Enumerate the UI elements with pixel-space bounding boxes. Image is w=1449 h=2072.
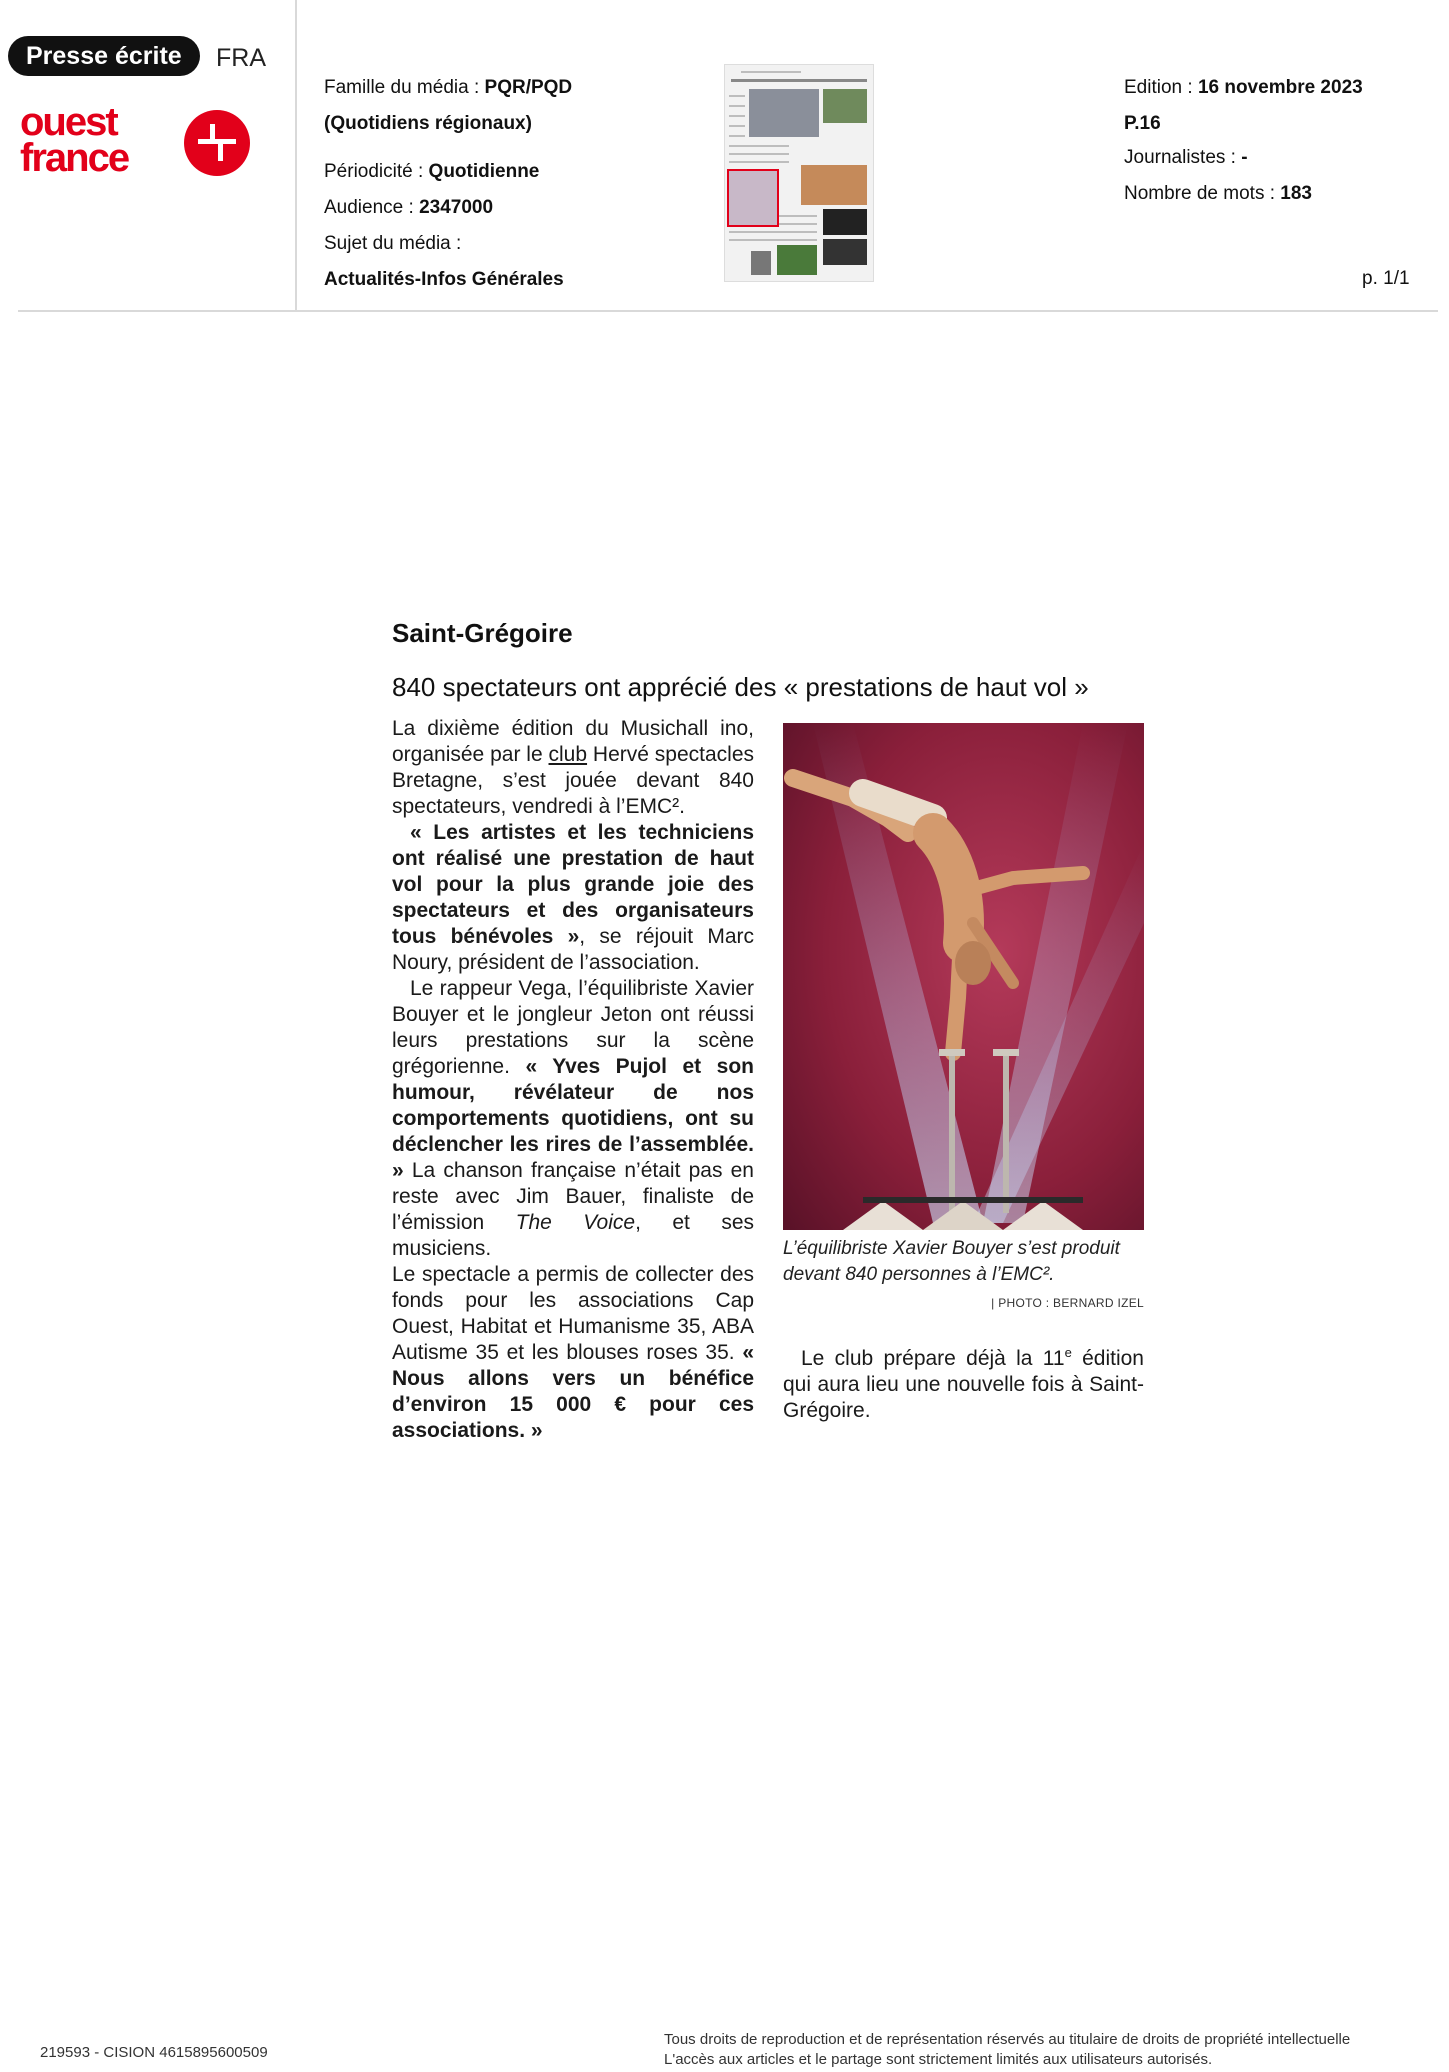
ouest-france-logo <box>20 100 258 180</box>
logo-symbol-icon <box>184 110 250 176</box>
audience-label: Audience : <box>324 197 420 218</box>
page-thumbnail[interactable] <box>724 64 874 282</box>
meta-famille-detail <box>324 112 532 136</box>
article-headline: 840 spectateurs ont apprécié des « prestations de haut vol » <box>392 672 1089 702</box>
article-paragraph-2: « Les artistes et les techniciens ont réalisé une prestation de haut vol pour la plus grande joie des spectateurs et des organisateurs tous bénévoles », se réjouit Marc Noury, président de l’association. <box>392 821 754 974</box>
article-photo[interactable] <box>783 723 1144 1230</box>
meta-journalistes <box>1124 146 1248 170</box>
article-paragraph-5: Le club prépare déjà la 11e édition qui aura lieu une nouvelle fois à Saint-Grégoire. <box>783 1345 1144 1422</box>
meta-sujet-value <box>324 268 564 292</box>
meta-audience <box>324 196 493 220</box>
mots-value: 183 <box>1280 183 1312 204</box>
meta-sujet-label <box>324 232 461 256</box>
journalistes-label: Journalistes : <box>1124 147 1242 168</box>
club-link[interactable]: club <box>548 743 588 766</box>
article-paragraph-3: Le rappeur Vega, l’équilibriste Xavier Bouyer et le jongleur Jeton ont réussi leurs prestations sur la scène grégorienne. « Yves Pujol et son humour, révélateur de nos comportements quotidiens, ont su déclencher les rires de l’assemblée. » La chanson française n’était pas en reste avec Jim Bauer, finaliste de l’émission The Voice, et ses musiciens. <box>392 977 755 1260</box>
meta-famille <box>324 76 572 100</box>
footer-rights-line-1: Tous droits de reproduction et de représentation réservés au titulaire de droits de propriété intellectuelle <box>664 2031 1351 2048</box>
page-count: p. 1/1 <box>1362 268 1410 289</box>
edition-label: Edition : <box>1124 77 1198 98</box>
famille-label: Famille du média : <box>324 77 485 98</box>
photo-credit: | PHOTO : BERNARD IZEL <box>991 1296 1144 1310</box>
famille-value: PQR/PQD <box>484 77 573 98</box>
article-column-1 <box>392 716 754 1444</box>
header-horizontal-divider <box>18 310 1438 312</box>
article-column-2 <box>783 1340 1144 1424</box>
header-vertical-divider <box>295 0 297 310</box>
edition-value: 16 novembre 2023 <box>1197 77 1363 98</box>
mots-label: Nombre de mots : <box>1124 183 1281 204</box>
audience-value: 2347000 <box>419 197 494 218</box>
famille-value-2: (Quotidiens régionaux) <box>324 113 532 134</box>
logo-line-1: ouest <box>20 100 117 144</box>
article-paragraph-4: Le spectacle a permis de collecter des fonds pour les associations Cap Ouest, Habitat et Humanisme 35, ABA Autisme 35 et les blouses roses 35. « Nous allons vers un bénéfice d’environ 15 000 € pour ces associations. » <box>392 1263 754 1442</box>
sujet-label: Sujet du média : <box>324 233 462 254</box>
page-value: P.16 <box>1124 113 1161 134</box>
footer-document-id: 219593 - CISION 4615895600509 <box>40 2044 268 2061</box>
logo-line-2: france <box>20 136 129 180</box>
footer-rights-line-2: L'accès aux articles et le partage sont strictement limités aux utilisateurs autorisés. <box>664 2051 1213 2068</box>
media-type-badge: Presse écrite <box>8 36 200 76</box>
meta-periodicite <box>324 160 539 184</box>
meta-mots <box>1124 182 1312 206</box>
article-section-title: Saint-Grégoire <box>392 618 573 648</box>
photo-caption: L’équilibriste Xavier Bouyer s’est produit devant 840 personnes à l’EMC². <box>783 1238 1120 1285</box>
periodicite-label: Périodicité : <box>324 161 429 182</box>
meta-page <box>1124 112 1161 136</box>
logo-wordmark <box>20 100 129 180</box>
meta-edition <box>1124 76 1363 100</box>
sujet-value: Actualités-Infos Générales <box>324 269 564 290</box>
language-label: FRA <box>216 44 266 72</box>
periodicite-value: Quotidienne <box>428 161 540 182</box>
article-paragraph-1: La dixième édition du Musichall ino, organisée par le club Hervé spectacles Bretagne, s’est jouée devant 840 spectateurs, vendredi à l’EMC². <box>392 717 754 818</box>
footer-rights <box>664 2030 1350 2070</box>
journalistes-value: - <box>1241 147 1248 168</box>
